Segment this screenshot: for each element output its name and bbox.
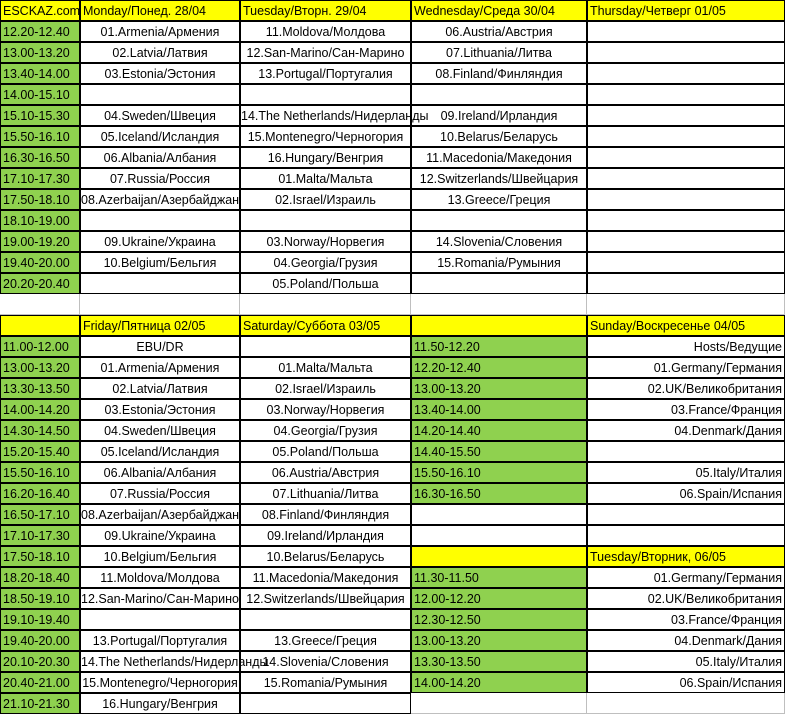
time-slot: 17.50-18.10	[0, 546, 80, 567]
time-slot: 19.40-20.00	[0, 252, 80, 273]
entry-friday: 07.Russia/Россия	[80, 483, 240, 504]
entry-friday: 10.Belgium/Бельгия	[80, 546, 240, 567]
entry-thursday	[587, 210, 785, 231]
entry-sunday: 05.Italy/Италия	[587, 462, 785, 483]
entry-thursday	[587, 105, 785, 126]
time-slot: 12.20-12.40	[0, 21, 80, 42]
entry-tuesday: 04.Georgia/Грузия	[240, 252, 411, 273]
entry-saturday: 06.Austria/Австрия	[240, 462, 411, 483]
time-slot: 18.10-19.00	[0, 210, 80, 231]
time-slot: 19.00-19.20	[0, 231, 80, 252]
day-header: Friday/Пятница 02/05	[80, 315, 240, 336]
entry-monday: 10.Belgium/Бельгия	[80, 252, 240, 273]
empty-cell	[80, 294, 240, 315]
entry-saturday: 04.Georgia/Грузия	[240, 420, 411, 441]
time-slot: 13.00-13.20	[411, 378, 587, 399]
entry-monday: 04.Sweden/Швеция	[80, 105, 240, 126]
day-header: Saturday/Суббота 03/05	[240, 315, 411, 336]
empty-cell	[587, 693, 785, 714]
entry-tuesday	[240, 210, 411, 231]
entry-wednesday	[411, 210, 587, 231]
entry-sunday: 04.Denmark/Дания	[587, 420, 785, 441]
entry-wednesday: 11.Macedonia/Македония	[411, 147, 587, 168]
entry-friday: 04.Sweden/Швеция	[80, 420, 240, 441]
time-slot: 12.30-12.50	[411, 609, 587, 630]
entry-saturday: 09.Ireland/Ирландия	[240, 525, 411, 546]
entry-saturday: 12.Switzerlands/Швейцария	[240, 588, 411, 609]
time-slot: 13.00-13.20	[0, 357, 80, 378]
time-slot: 17.50-18.10	[0, 189, 80, 210]
entry-wednesday: 13.Greece/Греция	[411, 189, 587, 210]
site-label: ESCKAZ.com	[0, 0, 80, 21]
day-header: Wednesday/Среда 30/04	[411, 0, 587, 21]
entry-wednesday: 15.Romania/Румыния	[411, 252, 587, 273]
entry-tuesday: 16.Hungary/Венгрия	[240, 147, 411, 168]
entry-wednesday: 14.Slovenia/Словения	[411, 231, 587, 252]
entry-thursday	[587, 63, 785, 84]
time-slot: 17.10-17.30	[0, 168, 80, 189]
time-slot: 14.40-15.50	[411, 441, 587, 462]
entry-tuesday: 01.Germany/Германия	[587, 567, 785, 588]
time-slot: 14.00-15.10	[0, 84, 80, 105]
empty-cell	[587, 504, 785, 525]
time-slot: 16.30-16.50	[411, 483, 587, 504]
entry-saturday: 03.Norway/Норвегия	[240, 399, 411, 420]
entry-monday: 08.Azerbaijan/Азербайджан	[80, 189, 240, 210]
day-header: Sunday/Воскресенье 04/05	[587, 315, 785, 336]
entry-monday: 01.Armenia/Армения	[80, 21, 240, 42]
entry-saturday: 13.Greece/Греция	[240, 630, 411, 651]
time-slot: 13.30-13.50	[0, 378, 80, 399]
entry-friday: 12.San-Marino/Сан-Марино	[80, 588, 240, 609]
entry-monday	[80, 84, 240, 105]
entry-tuesday: 02.UK/Великобритания	[587, 588, 785, 609]
header-blank	[0, 315, 80, 336]
entry-sunday: Hosts/Ведущие	[587, 336, 785, 357]
entry-saturday: 15.Romania/Румыния	[240, 672, 411, 693]
time-slot: 19.40-20.00	[0, 630, 80, 651]
entry-friday: 02.Latvia/Латвия	[80, 378, 240, 399]
entry-tuesday: 03.France/Франция	[587, 609, 785, 630]
entry-wednesday: 09.Ireland/Ирландия	[411, 105, 587, 126]
empty-cell	[587, 294, 785, 315]
entry-tuesday: 03.Norway/Норвегия	[240, 231, 411, 252]
entry-sunday: 06.Spain/Испания	[587, 483, 785, 504]
entry-sunday: 03.France/Франция	[587, 399, 785, 420]
header-blank	[411, 546, 587, 567]
entry-tuesday	[240, 84, 411, 105]
time-slot: 16.20-16.40	[0, 483, 80, 504]
time-slot: 16.50-17.10	[0, 504, 80, 525]
entry-saturday: 07.Lithuania/Литва	[240, 483, 411, 504]
time-slot: 15.50-16.10	[411, 462, 587, 483]
empty-cell	[240, 294, 411, 315]
time-slot: 11.50-12.20	[411, 336, 587, 357]
entry-wednesday: 06.Austria/Австрия	[411, 21, 587, 42]
time-slot: 16.30-16.50	[0, 147, 80, 168]
time-slot: 14.20-14.40	[411, 420, 587, 441]
empty-cell	[0, 294, 80, 315]
entry-thursday	[587, 84, 785, 105]
entry-thursday	[587, 126, 785, 147]
entry-friday: EBU/DR	[80, 336, 240, 357]
entry-saturday: 14.Slovenia/Словения	[240, 651, 411, 672]
entry-friday: 14.The Netherlands/Нидерланды	[80, 651, 240, 672]
entry-wednesday: 07.Lithuania/Литва	[411, 42, 587, 63]
entry-saturday: 10.Belarus/Беларусь	[240, 546, 411, 567]
time-slot: 15.50-16.10	[0, 126, 80, 147]
entry-friday: 13.Portugal/Португалия	[80, 630, 240, 651]
entry-friday: 08.Azerbaijan/Азербайджан	[80, 504, 240, 525]
time-slot: 21.10-21.30	[0, 693, 80, 714]
entry-tuesday: 12.San-Marino/Сан-Марино	[240, 42, 411, 63]
time-slot: 12.00-12.20	[411, 588, 587, 609]
entry-thursday	[587, 21, 785, 42]
entry-tuesday: 02.Israel/Израиль	[240, 189, 411, 210]
entry-saturday	[240, 609, 411, 630]
day-header: Monday/Понед. 28/04	[80, 0, 240, 21]
time-slot: 13.40-14.00	[0, 63, 80, 84]
entry-wednesday	[411, 84, 587, 105]
time-slot: 15.10-15.30	[0, 105, 80, 126]
entry-sunday	[587, 441, 785, 462]
entry-friday: 11.Moldova/Молдова	[80, 567, 240, 588]
entry-saturday	[240, 336, 411, 357]
time-slot: 13.00-13.20	[0, 42, 80, 63]
entry-saturday: 08.Finland/Финляндия	[240, 504, 411, 525]
empty-cell	[587, 525, 785, 546]
entry-thursday	[587, 168, 785, 189]
time-slot: 18.20-18.40	[0, 567, 80, 588]
time-slot: 13.00-13.20	[411, 630, 587, 651]
time-slot: 20.10-20.30	[0, 651, 80, 672]
entry-friday: 05.Iceland/Исландия	[80, 441, 240, 462]
time-slot: 11.30-11.50	[411, 567, 587, 588]
time-slot: 14.00-14.20	[0, 399, 80, 420]
entry-monday: 02.Latvia/Латвия	[80, 42, 240, 63]
entry-thursday	[587, 231, 785, 252]
entry-sunday: 01.Germany/Германия	[587, 357, 785, 378]
time-slot: 18.50-19.10	[0, 588, 80, 609]
empty-cell	[411, 294, 587, 315]
empty-cell	[411, 693, 587, 714]
entry-monday	[80, 210, 240, 231]
time-slot: 13.30-13.50	[411, 651, 587, 672]
time-slot: 12.20-12.40	[411, 357, 587, 378]
entry-thursday	[587, 252, 785, 273]
time-slot: 17.10-17.30	[0, 525, 80, 546]
time-slot: 15.50-16.10	[0, 462, 80, 483]
time-slot: 20.40-21.00	[0, 672, 80, 693]
entry-tuesday: 13.Portugal/Португалия	[240, 63, 411, 84]
entry-tuesday: 01.Malta/Мальта	[240, 168, 411, 189]
entry-friday: 01.Armenia/Армения	[80, 357, 240, 378]
entry-friday: 09.Ukraine/Украина	[80, 525, 240, 546]
entry-sunday: 02.UK/Великобритания	[587, 378, 785, 399]
entry-friday: 16.Hungary/Венгрия	[80, 693, 240, 714]
entry-tuesday: 15.Montenegro/Черногория	[240, 126, 411, 147]
day-header: Tuesday/Вторн. 29/04	[240, 0, 411, 21]
entry-tuesday: 05.Italy/Италия	[587, 651, 785, 672]
entry-wednesday: 08.Finland/Финляндия	[411, 63, 587, 84]
entry-friday: 15.Montenegro/Черногория	[80, 672, 240, 693]
time-slot: 14.00-14.20	[411, 672, 587, 693]
entry-tuesday: 05.Poland/Польша	[240, 273, 411, 294]
entry-thursday	[587, 42, 785, 63]
entry-saturday	[240, 693, 411, 714]
entry-monday: 06.Albania/Албания	[80, 147, 240, 168]
entry-tuesday: 06.Spain/Испания	[587, 672, 785, 693]
time-slot: 14.30-14.50	[0, 420, 80, 441]
entry-thursday	[587, 189, 785, 210]
entry-friday	[80, 609, 240, 630]
entry-friday: 03.Estonia/Эстония	[80, 399, 240, 420]
entry-wednesday: 10.Belarus/Беларусь	[411, 126, 587, 147]
entry-tuesday: 14.The Netherlands/Нидерланды	[240, 105, 411, 126]
header-blank	[411, 315, 587, 336]
time-slot: 20.20-20.40	[0, 273, 80, 294]
entry-wednesday: 12.Switzerlands/Швейцария	[411, 168, 587, 189]
time-slot: 11.00-12.00	[0, 336, 80, 357]
entry-saturday: 02.Israel/Израиль	[240, 378, 411, 399]
entry-tuesday: 11.Moldova/Молдова	[240, 21, 411, 42]
entry-thursday	[587, 147, 785, 168]
day-header: Thursday/Четверг 01/05	[587, 0, 785, 21]
entry-monday: 03.Estonia/Эстония	[80, 63, 240, 84]
entry-monday	[80, 273, 240, 294]
empty-cell	[411, 525, 587, 546]
time-slot: 19.10-19.40	[0, 609, 80, 630]
entry-saturday: 01.Malta/Мальта	[240, 357, 411, 378]
entry-thursday	[587, 273, 785, 294]
entry-wednesday	[411, 273, 587, 294]
day-header: Tuesday/Вторник, 06/05	[587, 546, 785, 567]
entry-friday: 06.Albania/Албания	[80, 462, 240, 483]
entry-monday: 05.Iceland/Исландия	[80, 126, 240, 147]
entry-monday: 09.Ukraine/Украина	[80, 231, 240, 252]
entry-saturday: 05.Poland/Польша	[240, 441, 411, 462]
time-slot: 13.40-14.00	[411, 399, 587, 420]
entry-saturday: 11.Macedonia/Македония	[240, 567, 411, 588]
empty-cell	[411, 504, 587, 525]
time-slot: 15.20-15.40	[0, 441, 80, 462]
entry-monday: 07.Russia/Россия	[80, 168, 240, 189]
entry-tuesday: 04.Denmark/Дания	[587, 630, 785, 651]
